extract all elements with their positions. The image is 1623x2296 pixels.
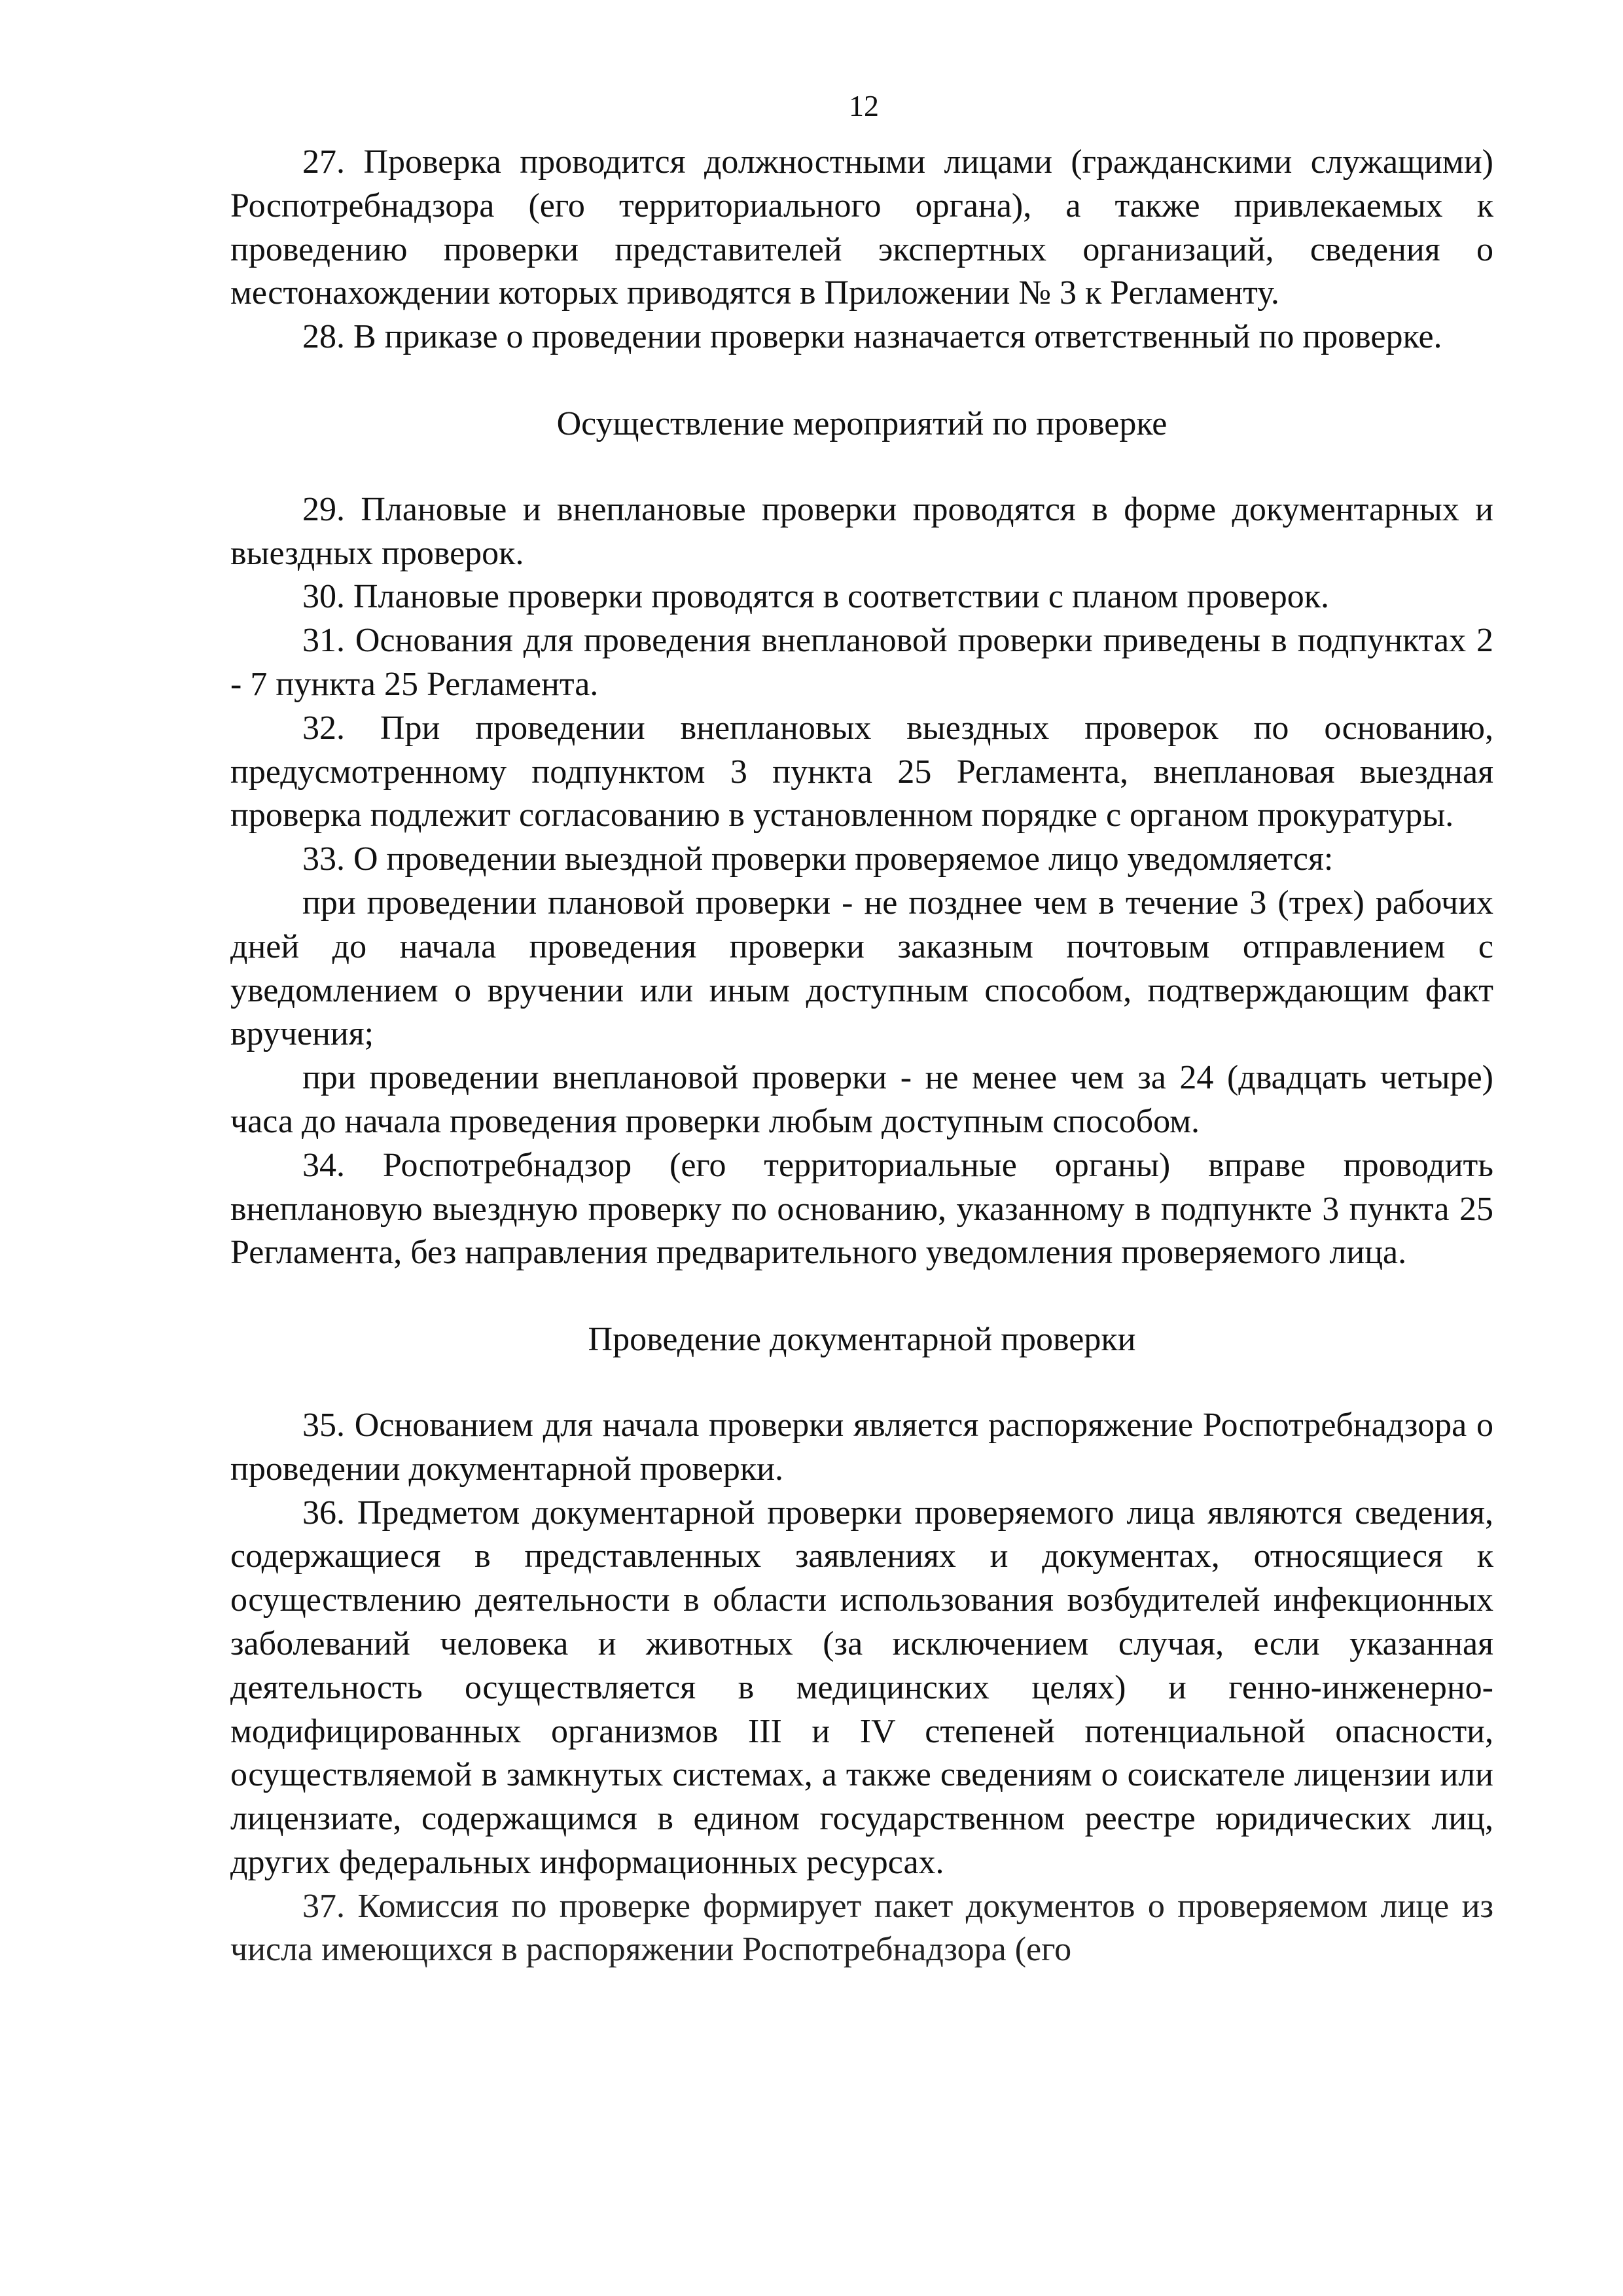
spacer bbox=[230, 446, 1493, 488]
paragraph-29: 29. Плановые и внеплановые проверки проводятся в форме документарных и выездных проверок. bbox=[230, 490, 1493, 572]
paragraph-36: 36. Предметом документарной проверки проверяемого лица являются сведения, содержащиеся в представленных заявлениях и документах, относящиеся к осуществлению деятельности в области использования возбудителей инфекционных заболеваний человека и животных (за исключением случая, если указанная деятельность осуществляется в медицинских целях) и генно-инженерно-модифицированных организмов III и IV степеней потенциальной опасности, осуществляемой в замкнутых системах, а также сведениям о соискателе лицензии или лицензиате, содержащимся в едином государственном реестре юридических лиц, других федеральных информационных ресурсах. bbox=[230, 1494, 1493, 1881]
paragraph-37: 37. Комиссия по проверке формирует пакет документов о проверяемом лице из числа имеющихся в распоряжении Роспотребнадзора (его bbox=[230, 1887, 1493, 1969]
page-number: 12 bbox=[849, 89, 879, 122]
paragraph-30: 30. Плановые проверки проводятся в соответствии с планом проверок. bbox=[302, 578, 1329, 616]
paragraph-33: 33. О проведении выездной проверки проверяемое лицо уведомляется: bbox=[302, 840, 1334, 878]
paragraph-33-unplanned: при проведении внеплановой проверки - не менее чем за 24 (двадцать четыре) часа до начала проведения проверки любым доступным способом. bbox=[230, 1059, 1493, 1140]
paragraph-32: 32. При проведении внеплановых выездных проверок по основанию, предусмотренному подпунктом 3 пункта 25 Регламента, внеплановая выездная проверка подлежит согласованию в установленном порядке с органом прокуратуры. bbox=[230, 709, 1493, 834]
section-heading-documentary-inspection: Проведение документарной проверки bbox=[588, 1321, 1136, 1359]
spacer bbox=[230, 1362, 1493, 1404]
paragraph-35: 35. Основанием для начала проверки является распоряжение Роспотребнадзора о проведении документарной проверки. bbox=[230, 1406, 1493, 1488]
paragraph-33-planned: при проведении плановой проверки - не позднее чем в течение 3 (трех) рабочих дней до начала проведения проверки заказным почтовым отправлением с уведомлением о вручении или иным доступным способом, подтверждающим факт вручения; bbox=[230, 884, 1493, 1053]
paragraph-31: 31. Основания для проведения внеплановой проверки приведены в подпунктах 2 - 7 пункта 25 Регламента. bbox=[230, 622, 1493, 703]
spacer bbox=[230, 359, 1493, 403]
section-heading-inspection-measures: Осуществление мероприятий по проверке bbox=[556, 404, 1168, 442]
paragraph-34: 34. Роспотребнадзор (его территориальные органы) вправе проводить внеплановую выездную проверку по основанию, указанному в подпункте 3 пункта 25 Регламента, без направления предварительного уведомления проверяемого лица. bbox=[230, 1146, 1493, 1272]
document-body bbox=[230, 141, 1493, 1972]
paragraph-27: 27. Проверка проводится должностными лицами (гражданскими служащими) Роспотребнадзора (его территориального органа), а также привлекаемых к проведению проверки представителей экспертных организаций, сведения о местонахождении которых приводятся в Приложении № 3 к Регламенту. bbox=[230, 143, 1493, 312]
paragraph-28: 28. В приказе о проведении проверки назначается ответственный по проверке. bbox=[302, 318, 1442, 356]
spacer bbox=[230, 1275, 1493, 1318]
